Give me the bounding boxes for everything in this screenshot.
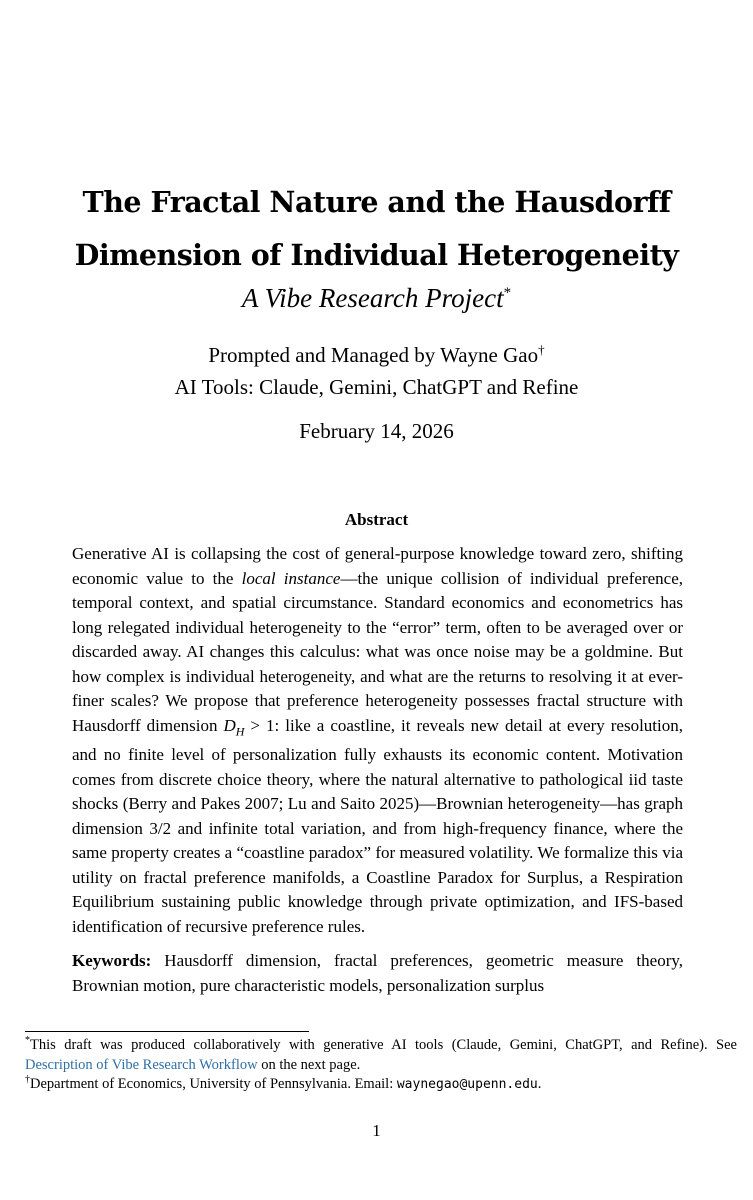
footnote-2-end: .	[537, 1076, 542, 1092]
paper-date: February 14, 2026	[299, 419, 454, 443]
abstract-paragraph	[72, 542, 683, 939]
math-hausdorff-dim	[223, 715, 245, 738]
subtitle-text: A Vibe Research Project	[241, 283, 504, 313]
footnote-1-text: This draft was produced collaboratively with generative AI tools (Claude, Gemini, ChatGPT, and Refine). See	[30, 1037, 737, 1053]
page-number: 1	[372, 1121, 381, 1140]
author-name: Prompted and Managed by Wayne Gao	[208, 343, 539, 367]
footnote-2-mark: †	[25, 1074, 30, 1086]
keywords	[72, 949, 683, 998]
footnote-2-text: Department of Economics, University of Pennsylvania. Email:	[30, 1076, 397, 1092]
workflow-link[interactable]: Description of Vibe Research Workflow	[25, 1056, 258, 1073]
footnote-1	[25, 1036, 737, 1075]
author-footnote-mark: †	[538, 342, 545, 357]
footnote-1-mark: *	[25, 1035, 30, 1047]
title-line-1: The Fractal Nature and the Hausdorff	[82, 185, 671, 219]
footnote-2	[25, 1075, 737, 1095]
keywords-text: Hausdorff dimension, fractal preferences, geometric measure theory, Brownian motion, pure characteristic models, personalization surplus	[72, 951, 683, 995]
paper-title	[0, 176, 753, 282]
abstract-emphasis: local instance	[241, 568, 341, 588]
math-symbol: D	[223, 715, 236, 735]
paper-subtitle	[0, 282, 753, 314]
math-inequality: > 1	[244, 715, 275, 735]
author-block	[0, 339, 753, 403]
ai-tools-line: AI Tools: Claude, Gemini, ChatGPT and Refine	[174, 375, 579, 399]
footnote-1-end: on the next page.	[257, 1056, 361, 1073]
keywords-label: Keywords:	[72, 951, 152, 971]
abstract-text-2: —the unique collision of individual preference, temporal context, and spatial circumstance. Standard economics and econometrics has long relegated individual heterogeneity to the “error” term, often to be averaged over or discarded away. AI changes this calculus: what was once noise may be a goldmine. But how complex is individual heterogeneity, and what are the returns to resolving it at ever-finer scales? We propose that preference heterogeneity possesses fractal structure with Hausdorff dimension	[72, 568, 683, 735]
abstract-text-1: Generative AI is collapsing the cost of general-purpose knowledge toward zero, shifting economic value to the	[72, 544, 683, 588]
abstract-heading: Abstract	[344, 510, 409, 529]
author-email[interactable]: waynegao@upenn.edu	[396, 1077, 538, 1092]
footnotes	[25, 1036, 737, 1095]
math-subscript: H	[235, 723, 245, 738]
abstract-body	[72, 542, 683, 998]
title-line-2: Dimension of Individual Heterogeneity	[74, 238, 679, 272]
author-line	[0, 339, 753, 371]
abstract-text-3: : like a coastline, it reveals new detail at every resolution, and no finite level of personalization fully exhausts its economic content. Motivation comes from discrete choice theory, where the natural alternative to pathological iid taste shocks (Berry and Pakes 2007; Lu and Saito 2025)—Brownian heterogeneity—has graph dimension 3/2 and infinite total variation, and from high-frequency finance, where the same property creates a “coastline paradox” for measured volatility. We formalize this via utility on fractal preference manifolds, a Coastline Paradox for Surplus, a Respiration Equilibrium sustaining public knowledge through private optimization, and IFS-based identification of recursive preference rules.	[72, 715, 683, 936]
subtitle-footnote-mark: *	[503, 285, 512, 301]
footnote-rule	[25, 1031, 309, 1032]
title-block	[0, 176, 753, 314]
